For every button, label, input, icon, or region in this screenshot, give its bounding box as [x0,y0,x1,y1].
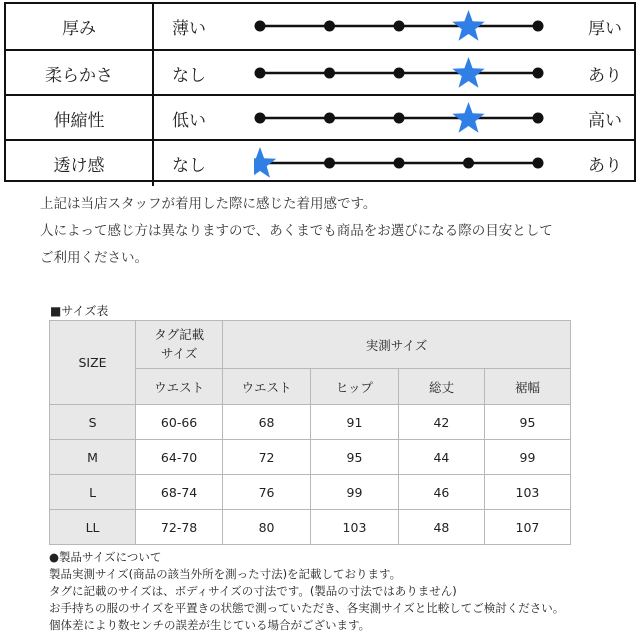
scale-dot [324,113,335,124]
star-marker-icon [452,10,484,41]
note-line: 上記は当店スタッフが着用した際に感じた着用感です。 [40,196,377,212]
tag-size-header: タグ記載 サイズ [136,321,223,369]
waist-cell: 76 [223,475,311,510]
star-marker-icon [452,57,484,88]
feel-row-name: 厚み [6,4,154,49]
feel-scale-cell [154,96,634,141]
feel-right-label: 厚い [588,19,622,39]
tag-waist-cell: 64-70 [136,440,223,475]
hem-cell: 107 [484,510,570,545]
feel-scale-cell [154,4,634,49]
size-table-caption: ■サイズ表 [50,304,109,318]
hip-cell: 103 [310,510,398,545]
scale-dot [255,113,266,124]
feel-left-label: なし [172,156,206,176]
feel-scale [254,96,544,141]
scale-dot [394,113,405,124]
hip-cell: 99 [310,475,398,510]
footnote-line: 製品実測サイズ(商品の該当外所を測った寸法)を記載しております。 [49,567,402,581]
note-line: ご利用ください。 [40,250,148,266]
size-cell: M [50,440,136,475]
size-table [49,320,571,545]
footnote-line: タグに記載のサイズは、ボディサイズの寸法です。(製品の寸法ではありません) [49,584,457,598]
feel-right-label: あり [588,66,622,86]
feel-row-name: 伸縮性 [6,96,154,141]
table-row [50,405,571,440]
scale-dot [394,68,405,79]
feel-scale [254,4,544,49]
size-header: SIZE [50,321,136,405]
scale-dot [533,21,544,32]
waist-cell: 68 [223,405,311,440]
feel-scale-cell [154,141,634,186]
scale-dot [533,68,544,79]
scale-dot [324,21,335,32]
size-cell: L [50,475,136,510]
table-row [50,440,571,475]
note-line: 人によって感じ方は異なりますので、あくまでも商品をお選びになる際の目安として [40,223,553,239]
feel-row-name: 柔らかさ [6,51,154,96]
footnote-line: お手持ちの服のサイズを平置きの状態で測っていただき、各実測サイズと比較してご検討ください。 [49,601,565,615]
size-cell: S [50,405,136,440]
tag-waist-cell: 72-78 [136,510,223,545]
scale-dot [255,21,266,32]
scale-dot [463,158,474,169]
col-header: ウエスト [136,369,223,405]
fit-feel-table [4,2,636,182]
scale-dot [394,21,405,32]
col-header: 総丈 [398,369,484,405]
tag-waist-cell: 60-66 [136,405,223,440]
table-row [50,510,571,545]
hem-cell: 99 [484,440,570,475]
feel-scale [254,51,544,96]
feel-scale [254,141,544,186]
feel-left-label: なし [172,66,206,86]
feel-row-stretch [6,94,634,141]
actual-size-header: 実測サイズ [223,321,571,369]
tag-waist-cell: 68-74 [136,475,223,510]
col-header: ウエスト [223,369,311,405]
hem-cell: 95 [484,405,570,440]
feel-row-thickness [6,4,634,49]
hip-cell: 95 [310,440,398,475]
feel-right-label: 高い [588,111,622,131]
feel-row-softness [6,49,634,96]
hem-cell: 103 [484,475,570,510]
footnote-line: 個体差により数センチの誤差が生じている場合がございます。 [49,618,371,632]
feel-right-label: あり [588,156,622,176]
length-cell: 48 [398,510,484,545]
size-cell: LL [50,510,136,545]
footnote-line: ●製品サイズについて [49,550,162,564]
star-marker-icon [452,102,484,133]
scale-dot [533,113,544,124]
waist-cell: 72 [223,440,311,475]
feel-scale-cell [154,51,634,96]
length-cell: 46 [398,475,484,510]
waist-cell: 80 [223,510,311,545]
feel-left-label: 薄い [172,19,206,39]
col-header: ヒップ [310,369,398,405]
length-cell: 44 [398,440,484,475]
table-row [50,475,571,510]
feel-row-name: 透け感 [6,141,154,186]
hip-cell: 91 [310,405,398,440]
scale-dot [324,158,335,169]
scale-dot [394,158,405,169]
feel-left-label: 低い [172,111,206,131]
scale-dot [324,68,335,79]
col-header: 裾幅 [484,369,570,405]
scale-dot [533,158,544,169]
length-cell: 42 [398,405,484,440]
feel-row-sheerness [6,139,634,186]
scale-dot [255,68,266,79]
